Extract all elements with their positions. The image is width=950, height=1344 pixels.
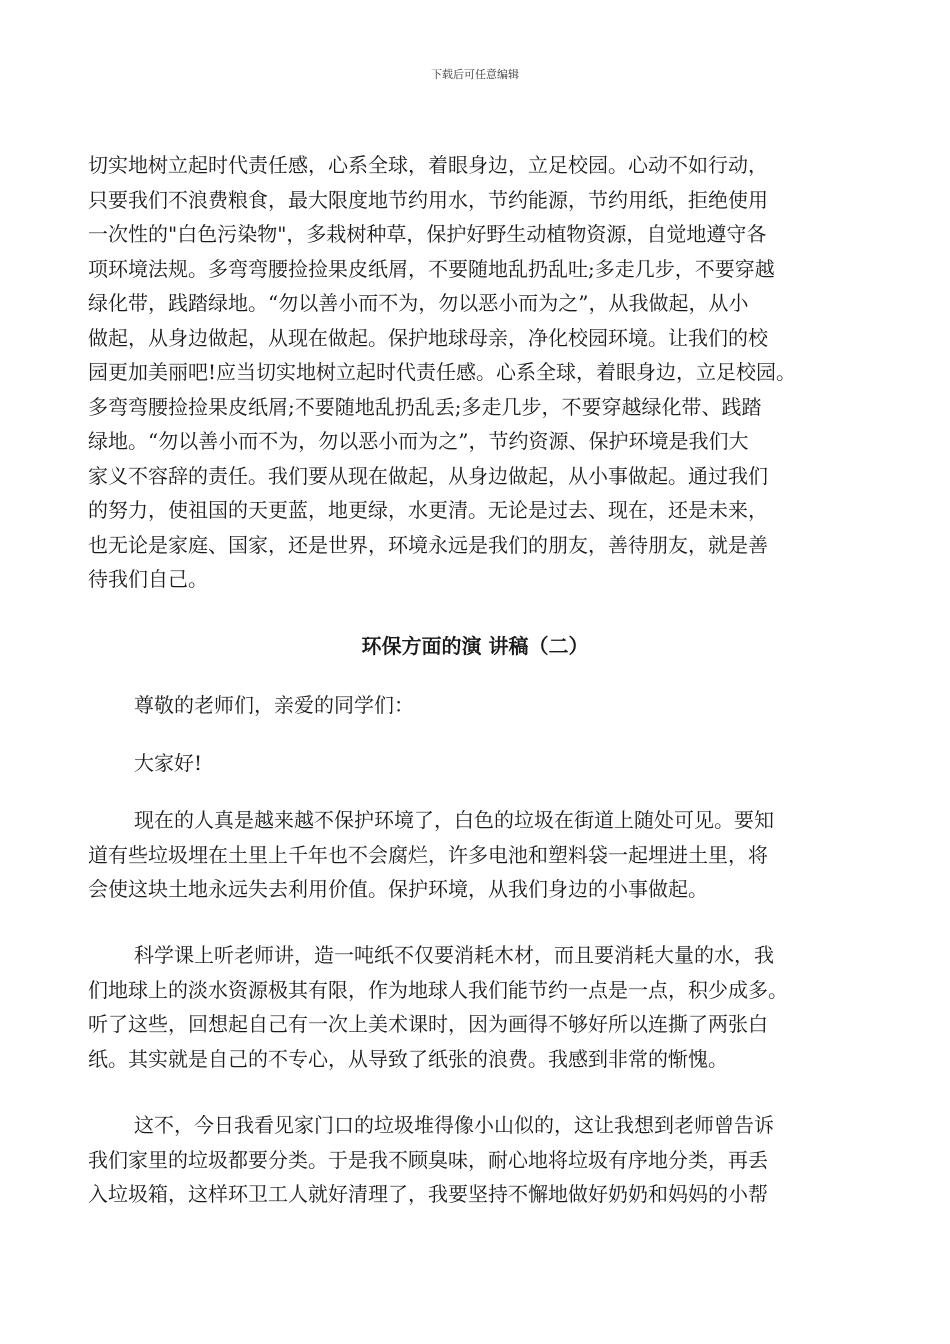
salutation: 尊敬的老师们，亲爱的同学们：: [134, 693, 414, 717]
paragraph-line: 园更加美丽吧!应当切实地树立起时代责任感。心系全球，着眼身边，立足校园。: [88, 360, 797, 384]
paragraph-line: 现在的人真是越来越不保护环境了，白色的垃圾在街道上随处可见。要知: [134, 808, 774, 832]
paragraph-line: 科学课上听老师讲，造一吨纸不仅要消耗木材，而且要消耗大量的水，我: [134, 943, 774, 967]
paragraph-line: 切实地树立起时代责任感，心系全球，着眼身边，立足校园。心动不如行动，: [88, 153, 768, 177]
paragraph-line: 道有些垃圾埋在土里上千年也不会腐烂，许多电池和塑料袋一起埋进土里，将: [88, 842, 768, 867]
paragraph-line: 绿地。“勿以善小而不为，勿以恶小而为之”，节约资源、保护环境是我们大: [88, 429, 749, 453]
paragraph-line: 纸。其实就是自己的不专心，从导致了纸张的浪费。我感到非常的惭愧。: [88, 1046, 728, 1071]
paragraph-line: 项环境法规。多弯弯腰捡捡果皮纸屑，不要随地乱扔乱吐;多走几步，不要穿越: [88, 256, 775, 281]
page-header: 下载后可任意编辑: [431, 68, 519, 81]
paragraph-line: 也无论是家庭、国家，还是世界，环境永远是我们的朋友，善待朋友，就是善: [88, 532, 768, 557]
paragraph-1: [88, 148, 874, 597]
paragraph-line: 的努力，使祖国的天更蓝，地更绿，水更清。无论是过去、现在，还是未来，: [88, 498, 768, 522]
paragraph-line: 这不，今日我看见家门口的垃圾堆得像小山似的，这让我想到老师曾告诉: [134, 1113, 774, 1137]
paragraph-line: 入垃圾箱，这样环卫工人就好清理了，我要坚持不懈地做好奶奶和妈妈的小帮: [88, 1182, 768, 1206]
section-title: 环保方面的演 讲稿（二）: [361, 634, 589, 658]
paragraph-line: 一次性的"白色污染物"，多栽树种草，保护好野生动植物资源，自觉地遵守各: [88, 222, 767, 246]
paragraph-line: 待我们自己。: [88, 567, 208, 591]
greeting: 大家好!: [134, 751, 203, 775]
paragraph-line: 多弯弯腰捡捡果皮纸屑;不要随地乱扔乱丢;多走几步，不要穿越绿化带、践踏: [88, 394, 762, 419]
paragraph-line: 我们家里的垃圾都要分类。于是我不顾臭味，耐心地将垃圾有序地分类，再丢: [88, 1147, 768, 1172]
paragraph-line: 听了这些，回想起自己有一次上美术课时，因为画得不够好所以连撕了两张白: [88, 1012, 768, 1036]
paragraph-line: 会使这块土地永远失去利用价值。保护环境，从我们身边的小事做起。: [88, 877, 708, 901]
paragraph-2: [88, 803, 874, 907]
paragraph-line: 做起，从身边做起，从现在做起。保护地球母亲，净化校园环境。让我们的校: [88, 325, 768, 350]
paragraph-line: 家义不容辞的责任。我们要从现在做起，从身边做起，从小事做起。通过我们: [88, 463, 768, 488]
paragraph-line: 们地球上的淡水资源极其有限，作为地球人我们能节约一点是一点，积少成多。: [88, 977, 788, 1002]
paragraph-line: 绿化带，践踏绿地。“勿以善小而不为，勿以恶小而为之”，从我做起，从小: [88, 291, 749, 315]
paragraph-4: [88, 1108, 874, 1212]
paragraph-line: 只要我们不浪费粮食，最大限度地节约用水，节约能源，节约用纸，拒绝使用: [88, 187, 768, 212]
paragraph-3: [88, 938, 874, 1076]
